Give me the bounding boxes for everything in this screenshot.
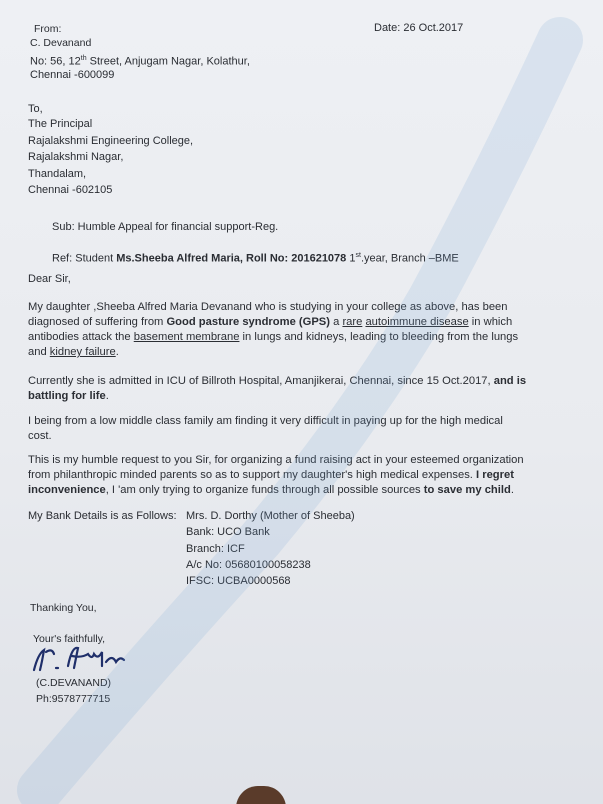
underline-run: basement membrane — [133, 331, 240, 343]
closing: Thanking You, — [30, 602, 97, 614]
bold-run: and is battling for life — [28, 375, 527, 402]
paragraph-finance — [28, 414, 528, 444]
address-sup: th — [80, 55, 87, 62]
bold-run: Good pasture syndrome (GPS) — [166, 316, 330, 328]
text-run: This is my humble request to you Sir, for organizing a fund raising act in your esteemed organization from philanthropic minded parents so as to support my daughter's high medical expenses. — [28, 454, 524, 481]
bank-name: Bank: UCO Bank — [186, 526, 270, 538]
signer-phone: Ph:9578777715 — [36, 693, 111, 705]
ref-year: 1 — [346, 252, 356, 265]
bank-branch: Branch: ICF — [186, 543, 245, 555]
recipient-line: Chennai -602105 — [28, 184, 113, 196]
recipient-line: Rajalakshmi Nagar, — [28, 151, 124, 163]
text-run: I being from a low middle class family am finding it very difficult in paying up for the high medical cost. — [28, 415, 503, 442]
bank-account: A/c No: 05680100058238 — [186, 559, 311, 571]
recipient-line: The Principal — [28, 118, 93, 130]
underline-run: autoimmune disease — [365, 316, 469, 328]
recipient-line: Thandalam, — [28, 168, 87, 180]
signature-image — [28, 640, 148, 676]
text-run: in lungs and kidneys, leading to bleeding from the lungs and — [28, 331, 519, 358]
to-label: To, — [28, 103, 43, 115]
bank-holder: Mrs. D. Dorthy (Mother of Sheeba) — [186, 510, 355, 522]
bank-ifsc: IFSC: UCBA0000568 — [186, 575, 291, 587]
salutation: Dear Sir, — [28, 273, 71, 285]
underline-run: kidney failure — [49, 346, 116, 358]
ref-prefix: Ref: Student — [52, 252, 117, 265]
ref-branch: .year, Branch –BME — [360, 252, 459, 265]
text-run: in which antibodies attack the — [28, 316, 513, 343]
text-run: Currently she is admitted in ICU of Billroth Hospital, Amanjikerai, Chennai, since 15 Oct.2017, — [28, 375, 494, 387]
bank-intro: My Bank Details is as Follows: — [28, 510, 177, 522]
address-part: No: 56, 12 — [30, 55, 81, 68]
recipient-line: Rajalakshmi Engineering College, — [28, 135, 194, 147]
text-run: a — [329, 316, 343, 328]
sender-name: C. Devanand — [30, 37, 92, 49]
bold-run: I regret inconvenience — [28, 469, 514, 496]
text-run: My daughter ,Sheeba Alfred Maria Devanand who is studying in your college as above, has been diagnosed of suffering from — [28, 301, 508, 328]
text-run: , I 'am only trying to organize funds through all possible sources — [105, 484, 424, 496]
text-run: . — [115, 346, 119, 358]
paragraph-request — [28, 453, 528, 498]
ref-year-sup: st — [355, 252, 361, 259]
subject-line: Sub: Humble Appeal for financial support-Reg. — [52, 221, 279, 233]
paragraph-diagnosis — [28, 300, 528, 360]
sender-address-line1 — [30, 52, 250, 69]
sender-address-line2: Chennai -600099 — [30, 69, 115, 81]
thumb-shadow — [236, 786, 286, 804]
paragraph-hospital — [28, 374, 528, 404]
address-part: Street, Anjugam Nagar, Kolathur, — [86, 55, 250, 68]
text-run: . — [105, 390, 109, 402]
from-label: From: — [34, 23, 62, 35]
reference-line — [52, 249, 459, 266]
bold-run: to save my child — [423, 484, 511, 496]
sign-off: Your's faithfully, — [33, 633, 106, 645]
ref-student: Ms.Sheeba Alfred Maria, Roll No: 201621078 — [116, 252, 347, 265]
letter-date: Date: 26 Oct.2017 — [374, 22, 464, 34]
text-run: . — [510, 484, 514, 496]
signer-name: (C.DEVANAND) — [36, 677, 112, 689]
underline-run: rare — [342, 316, 363, 328]
